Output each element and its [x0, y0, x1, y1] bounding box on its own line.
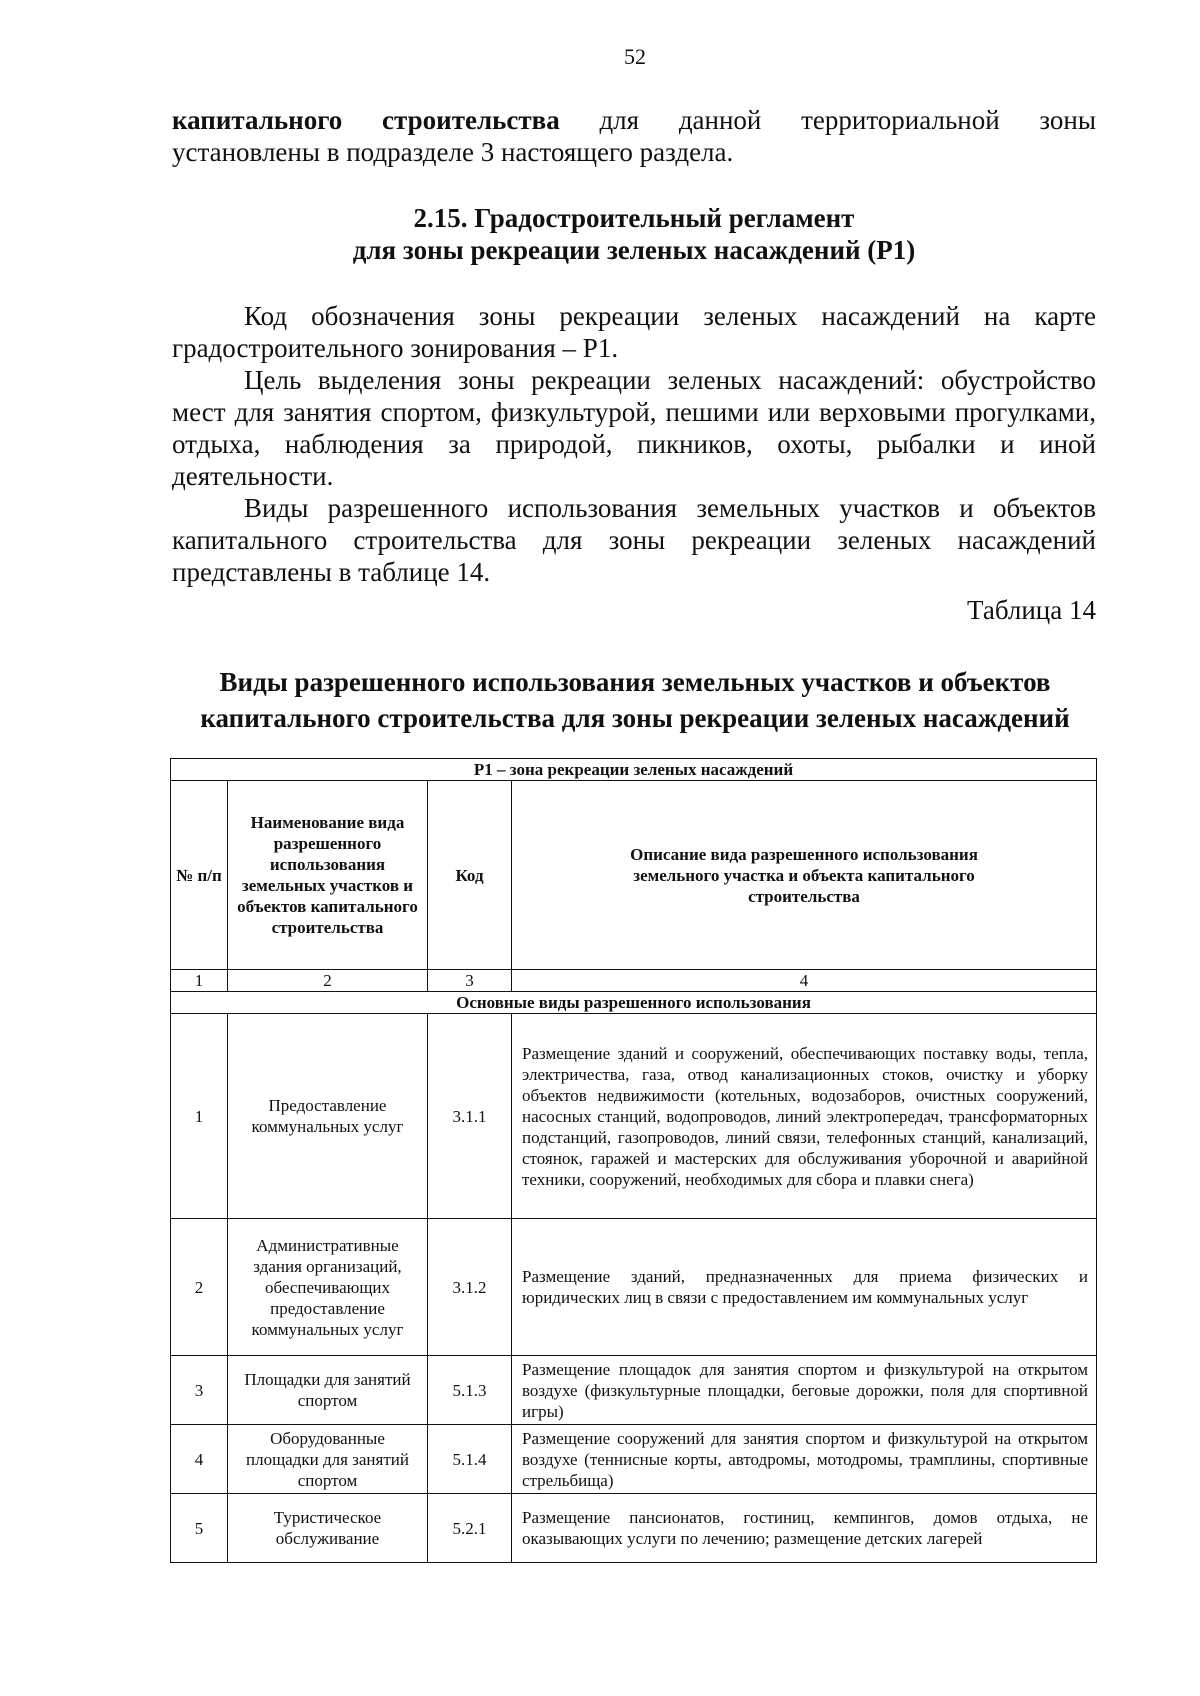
table-title-line-2: капитального строительства для зоны рекреации зеленых насаждений — [200, 703, 1070, 733]
table-row — [171, 1356, 1097, 1425]
row-code: 3.1.2 — [428, 1219, 512, 1356]
intro-bold-part: капитального строительства — [172, 105, 560, 135]
table-row — [171, 1494, 1097, 1563]
row-num: 1 — [171, 1014, 228, 1219]
row-name: Предоставление коммунальных услуг — [228, 1014, 428, 1219]
row-name: Площадки для занятий спортом — [228, 1356, 428, 1425]
row-name: Административные здания организаций, обеспечивающих предоставление коммунальных услуг — [228, 1219, 428, 1356]
column-number-row — [171, 970, 1097, 992]
row-description: Размещение зданий и сооружений, обеспечивающих поставку воды, тепла, электричества, газа, отвод канализационных стоков, очистку и уборку объектов недвижимости (котельных, водозаборов, очистных сооружений, насосных станций, водопроводов, линий электропередач, трансформаторных подстанций, газопроводов, линий связи, телефонных станций, канализаций, стоянок, гаражей и мастерских для обслуживания уборочной и аварийной техники, сооружений, необходимых для сбора и плавки снега) — [512, 1014, 1097, 1219]
row-code: 5.2.1 — [428, 1494, 512, 1563]
section-title-line-1: 2.15. Градостроительный регламент — [413, 203, 855, 233]
row-name: Оборудованные площадки для занятий спортом — [228, 1425, 428, 1494]
paragraph-zone-code: Код обозначения зоны рекреации зеленых насаждений на карте градостроительного зонирования – Р1. — [172, 301, 1096, 363]
group-header: Основные виды разрешенного использования — [171, 992, 1097, 1014]
row-description: Размещение зданий, предназначенных для приема физических и юридических лиц в связи с предоставлением им коммунальных услуг — [512, 1219, 1097, 1356]
row-name: Туристическое обслуживание — [228, 1494, 428, 1563]
column-header-row — [171, 781, 1097, 970]
row-num: 5 — [171, 1494, 228, 1563]
page-number: 52 — [624, 44, 646, 69]
section-title — [172, 202, 1096, 266]
row-num: 4 — [171, 1425, 228, 1494]
row-num: 2 — [171, 1219, 228, 1356]
row-description: Размещение площадок для занятия спортом и физкультурой на открытом воздухе (физкультурные площадки, беговые дорожки, поля для спортивной игры) — [512, 1356, 1097, 1425]
column-number: 1 — [171, 970, 228, 992]
intro-line-1 — [172, 104, 1096, 136]
intro-line-2: установлены в подразделе 3 настоящего раздела. — [172, 137, 734, 167]
zone-header: Р1 – зона рекреации зеленых насаждений — [171, 759, 1097, 781]
header-name: Наименование вида разрешенного использования земельных участков и объектов капитального строительства — [228, 781, 428, 970]
zone-header-row — [171, 759, 1097, 781]
body-paragraphs — [172, 300, 1096, 626]
permitted-uses-table — [170, 758, 1097, 1563]
row-code: 5.1.4 — [428, 1425, 512, 1494]
row-code: 5.1.3 — [428, 1356, 512, 1425]
section-title-line-2: для зоны рекреации зеленых насаждений (Р1) — [352, 235, 916, 265]
table-title — [170, 664, 1100, 736]
paragraph-zone-purpose: Цель выделения зоны рекреации зеленых насаждений: обустройство мест для занятия спортом, физкультурой, пешими или верховыми прогулками, отдыха, наблюдения за природой, пикников, охоты, рыбалки и иной деятельности. — [172, 365, 1096, 491]
column-number: 3 — [428, 970, 512, 992]
group-header-row — [171, 992, 1097, 1014]
table-row — [171, 1219, 1097, 1356]
table-title-line-1: Виды разрешенного использования земельных участков и объектов — [219, 667, 1051, 697]
column-number: 2 — [228, 970, 428, 992]
header-code: Код — [428, 781, 512, 970]
row-code: 3.1.1 — [428, 1014, 512, 1219]
table-label: Таблица 14 — [967, 595, 1096, 625]
header-num: № п/п — [171, 781, 228, 970]
intro-text — [172, 104, 1096, 168]
table-row — [171, 1425, 1097, 1494]
intro-rest: для данной территориальной зоны — [559, 105, 1096, 135]
table-row — [171, 1014, 1097, 1219]
column-number: 4 — [512, 970, 1097, 992]
row-description: Размещение пансионатов, гостиниц, кемпингов, домов отдыха, не оказывающих услуги по лечению; размещение детских лагерей — [512, 1494, 1097, 1563]
header-description: Описание вида разрешенного использования земельного участка и объекта капитального строительства — [512, 781, 1097, 970]
paragraph-permitted-uses: Виды разрешенного использования земельных участков и объектов капитального строительства для зоны рекреации зеленых насаждений представлены в таблице 14. — [172, 493, 1096, 587]
row-num: 3 — [171, 1356, 228, 1425]
row-description: Размещение сооружений для занятия спортом и физкультурой на открытом воздухе (теннисные корты, автодромы, мотодромы, трамплины, спортивные стрельбища) — [512, 1425, 1097, 1494]
